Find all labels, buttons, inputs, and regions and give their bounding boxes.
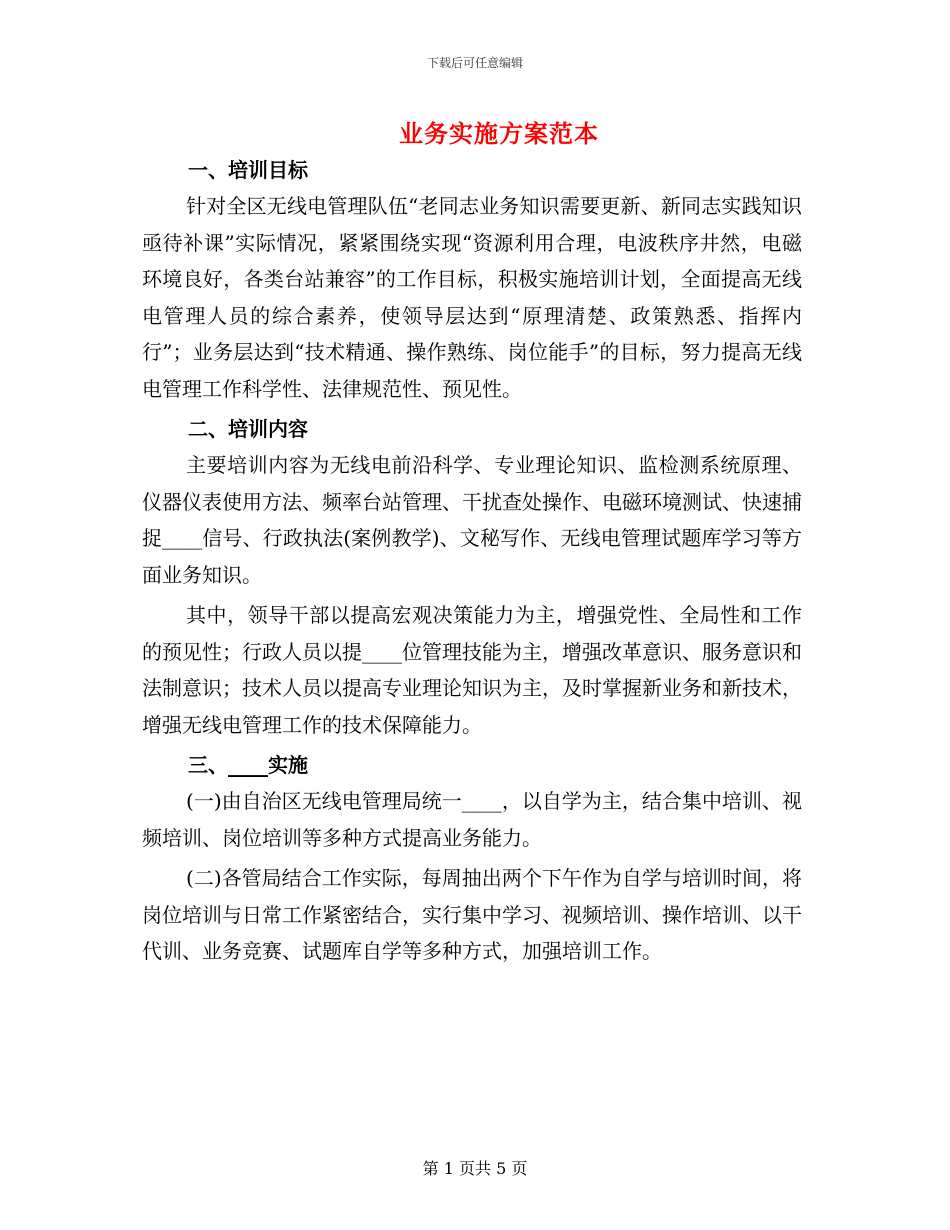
section-2-paragraph-1: 主要培训内容为无线电前沿科学、专业理论知识、监检测系统原理、仪器仪表使用方法、频率台站管理、干扰查处操作、电磁环境测试、快速捕捉____信号、行政执法(案例教学)、文秘写作、无线电管理试题库学习等方面业务知识。 bbox=[142, 453, 802, 587]
section-heading-1: 一、培训目标 bbox=[188, 158, 308, 182]
section-1-paragraph-1: 针对全区无线电管理队伍“老同志业务知识需要更新、新同志实践知识亟待补课”实际情况，紧紧围绕实现“资源利用合理，电波秩序井然，电磁环境良好，各类台站兼容”的工作目标，积极实施培训计划，全面提高无线电管理人员的综合素养，使领导层达到“原理清楚、政策熟悉、指挥内行”；业务层达到“技术精通、操作熟练、岗位能手”的目标，努力提高无线电管理工作科学性、法律规范性、预见性。 bbox=[142, 194, 802, 401]
header-note: 下载后可任意编辑 bbox=[426, 56, 523, 70]
section-heading-2: 二、培训内容 bbox=[188, 417, 308, 441]
section-3-paragraph-2: (二)各管局结合工作实际，每周抽出两个下午作为自学与培训时间，将岗位培训与日常工作紧密结合，实行集中学习、视频培训、操作培训、以干代训、业务竞赛、试题库自学等多种方式，加强培训工作。 bbox=[142, 866, 802, 963]
section-3-paragraph-1: (一)由自治区无线电管理局统一____，以自学为主，结合集中培训、视频培训、岗位培训等多种方式提高业务能力。 bbox=[142, 789, 802, 850]
section-heading-3: 三、____实施 bbox=[188, 753, 308, 777]
document-body bbox=[142, 150, 802, 970]
section-2-paragraph-2: 其中，领导干部以提高宏观决策能力为主，增强党性、全局性和工作的预见性；行政人员以提____位管理技能为主，增强改革意识、服务意识和法制意识；技术人员以提高专业理论知识为主，及时掌握新业务和新技术，增强无线电管理工作的技术保障能力。 bbox=[142, 603, 802, 737]
document-title: 业务实施方案范本 bbox=[399, 119, 599, 148]
page-footer: 第 1 页共 5 页 bbox=[422, 1159, 528, 1178]
